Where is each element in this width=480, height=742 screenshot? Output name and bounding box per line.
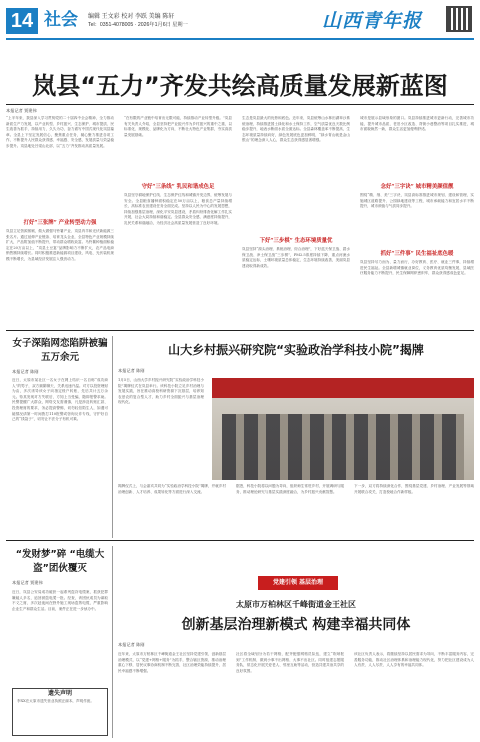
- story3-headline: 山大乡村振兴研究院“实验政治学科技小院”揭牌: [168, 343, 424, 357]
- story5-headline: 创新基层治理新模式 构建幸福共同体: [181, 617, 411, 633]
- lead-body: [6, 116, 474, 326]
- qr-code-icon: [446, 6, 472, 32]
- story5-body: 社区将全域划分为若干网格，配齐配强网格员队伍，建立“吹哨报到”工作机制，做到小事不出网格、大事不出社区。同时组建志愿服务队，常态化开展关爱老人、邻里互助等活动，营造共建共治共享的良好氛围。: [236, 652, 344, 673]
- story3-body: 下一步，双方将持续深化合作，围绕基层党建、乡村治理、产业发展等领域开展联合攻关，打造校地合作新样板。: [354, 484, 474, 494]
- story5-banner: [258, 576, 338, 590]
- masthead-logo: 山西青年报: [322, 10, 423, 32]
- lead-paragraph: 岚县坚持尽力而为、量力而行，办好教育、医疗、就业三件事，持续增进民生福祉。全县新增城镇就业岗位，义务教育优质均衡发展，县域医疗服务能力不断提升，民生保障网织密织牢，群众获得感成色更足。: [360, 260, 474, 276]
- story4-byline: 本报记者 贾建伟: [12, 580, 43, 585]
- lead-top-rule: [6, 104, 474, 105]
- contact-line: Tel：0351-4078005 · 2026年1月6日 星期一: [88, 22, 188, 28]
- page-number: 14: [6, 8, 38, 34]
- lead-paragraph: 围绕“精、细、美”三字诀，岚县高标准推进城市规划、建设和管理，实施城区道路提升、公园绿地建设等工程，城市承载能力和宜居水平不断提升，城市颜值与气质同步提升。: [360, 193, 474, 209]
- lead-paragraph: 岚县坚持“源头治理、系统治理、综合治理”，下好蓝天保卫战、碧水保卫战、净土保卫战“三步棋”，PM2.5浓度持续下降，重点河流水质稳定达标，土壤环境质量总体稳定，生态环境持续改善，美丽岚县建设取得新成效。: [242, 247, 350, 268]
- lead-bottom-rule: [6, 330, 474, 331]
- story2-body: 近日，太原市某社区一名女子在网上结识一名自称“成功商人”的男子，双方频繁聊天，关系迅速升温。对方以投资理财为由，多次诱导该女子向指定账户转账，先后共计五万余元。待其发现对方失联后，方知上当受骗，随即报警求助。民警提醒广大群众，网络交友需谨慎，凡是涉及转账汇款、投资理财的要求，务必提高警惕，切勿轻信陌生人，如遇可疑情况请第一时间拨打110报警或咨询反诈专线，守护好自己的“钱袋子”，切勿让不法分子有机可乘。: [12, 378, 108, 422]
- mid-bottom-rule: [6, 540, 474, 541]
- lead-byline: 本报记者 贾建伟: [6, 108, 37, 113]
- lead-paragraph: 城市是展示县域形象的窗口。岚县持续推进城市更新行动，完善城市功能，提升城市品质，老旧小区改造、背街小巷整治等项目扎实推进，城市面貌焕然一新，群众生活更加便利舒适。: [360, 116, 474, 132]
- story5-body: 近年来，太原市万柏林区千峰街道金王社区坚持党建引领，创新基层治理模式，以“党建+网格+服务”为抓手，整合辖区资源，推动治理重心下移，居民议事协商机制不断完善，社区治理效能持续提升，居民幸福感不断增强。: [118, 652, 226, 673]
- photo-banner: [212, 378, 474, 398]
- lead-subhead-4: 念好“三字诀” 城市精美颜值靓: [380, 184, 454, 190]
- story5-body: 该社区负责人表示，将继续坚持以居民需求为导向，不断丰富服务内容，完善服务功能，推动社区治理体系和治理能力现代化，努力把社区建设成为人人有责、人人尽责、人人享有的幸福共同体。: [354, 652, 474, 668]
- ceremony-photo: [212, 378, 474, 480]
- story3-byline: 本报记者 陈刚: [118, 368, 145, 373]
- lead-paragraph: 岚县坚守耕地保护红线、生态保护红线和城镇开发边界，统筹发展与安全。全县粮食播种面积稳定在50万亩以上，粮食总产量持续增长，高标准农田建设任务全面完成。坚持以人民为中心的发展思想，持续加强基层治理，深化平安岚县建设，矛盾纠纷排查化解工作扎实开展，社会大局持续和谐稳定。全县群众安全感、满意度持续提升，乳民关系和谐融洽，为经济社会高质量发展营造了良好环境。: [124, 193, 232, 225]
- lead-subhead-2: 守好“三条线” 乳民和谐成色足: [141, 184, 215, 190]
- lead-paragraph: “在有限的产业链中培育出无限可能，持续推动产业转型升级。”岚县有关负责人介绍，全县坚持把产业振兴作为乡村振兴的重中之重，以标准化、规模化、品牌化为方向，不断壮大特色产业集群，夯实高质量发展基础。: [124, 116, 232, 137]
- story3-body: 据悉，科技小院将以问题为导向，组织师生常驻乡村，开展调研与服务，推动理论研究与基层实践深度融合，为乡村振兴贡献智慧。: [236, 484, 344, 494]
- lost-notice-box: [12, 688, 108, 736]
- lead-subhead-5: 抓好“三件事” 民生福祉底色暖: [380, 251, 454, 257]
- story4-body: 近日，岚县公安局成功破获一起系列盗窃电缆案，抓获犯罪嫌疑人多名，追回被盗电缆一批。经查，该团伙成员为谋取不义之财，多次趁夜间在野外施工现场盗剪电缆，严重影响企业生产和群众生活。目前，案件正在进一步侦办中。: [12, 590, 108, 611]
- lead-paragraph: 岚县立足资源禀赋，做大做强马铃薯产业、岚县肉羊和光伏新能源三张名片。通过延伸产业链条、培育龙头企业，全县特色产业规模持续扩大，产品附加值不断提升，带动群众增收致富。马铃薯种植面积稳定在20万亩以上，“岚县土豆宴”品牌影响力不断扩大，农产品电商销售额持续增长。同时积极推进新能源项目建设，风电、光伏装机规模不断增长，为县域经济发展注入强劲动力。: [6, 229, 114, 261]
- story5-kicker: 太原市万柏林区千峰街道金王社区: [236, 599, 356, 609]
- header-rule: [6, 38, 474, 40]
- story3-body: 揭牌仪式上，与会嘉宾共同为“实验政治学科技小院”揭牌，并就乡村治理创新、人才培养、成果转化等方面进行深入交流。: [118, 484, 226, 494]
- lost-notice-title: 遗失声明: [47, 690, 72, 697]
- lead-subhead-3: 下好“三步棋” 生态环境质量优: [259, 238, 333, 244]
- page-header: [0, 0, 480, 40]
- story3-body: 1月5日，山西大学乡村振兴研究院“实验政治学科技小院”揭牌仪式在岚县举行。该科技小院立足乡村治理与发展实践，旨在推动高校科研资源下沉基层，培养知农爱农的复合型人才，助力乡村全面振兴与基层治理现代化。: [118, 378, 204, 405]
- story2-divider: [112, 336, 113, 538]
- story2-byline: 本报记者 陈刚: [12, 369, 39, 374]
- lead-paragraph: “上半年来，我县深入学习贯彻党的二十届四中全会精神，全力推动新质生产力发展，以产业转型、乡村振兴、生态保护、城市提质、民生改善为抓手，持续用力，久久为功，奋力谱写中国式现代化岚县篇章。全县上下坚定发展信心，聚焦重点任务，凝心聚力推进各项工作，不断提升人民群众获得感、幸福感、安全感，发展质量与效益稳步提升。岚县地处吕梁山北部，以“五力”齐发推动高质量发展。: [6, 116, 114, 148]
- editor-line: 编辑 王文彩 校对 李跃 美编 陈轩: [88, 14, 175, 20]
- lost-notice-text: 李XX在太原市遗失营业执照正副本，声明作废。: [17, 699, 94, 703]
- section-name: 社会: [44, 10, 78, 30]
- story5-byline: 本报记者 陈刚: [118, 642, 145, 647]
- lead-subhead-1: 打好“三张牌” 产业转型动力强: [23, 220, 97, 226]
- story4-divider: [112, 546, 113, 738]
- story2-headline: 女子深陷网恋陷阱被骗五万余元: [12, 338, 108, 363]
- lead-paragraph: 生态是岚县最大的优势和底色。近年来，岚县统筹山水林田湖草沙系统治理，持续推进国土绿化和水土保持工作，空气质量优良天数比例稳步提升，地表水断面水质全面达标。全县森林覆盖率不断提高，生态环境质量持续向好，绿色发展底色更加鲜明，“绿水青山就是金山银山”的理念深入人心，群众生态获得感显著增强。: [242, 116, 350, 143]
- lead-headline: 岚县“五力”齐发共绘高质量发展新蓝图: [32, 72, 448, 100]
- story5-banner-label: 党建引领 基层治理: [272, 579, 324, 586]
- photo-people-row: [222, 414, 464, 480]
- story4-headline: “发财梦”碎 “电缆大盗”团伙覆灭: [15, 549, 105, 574]
